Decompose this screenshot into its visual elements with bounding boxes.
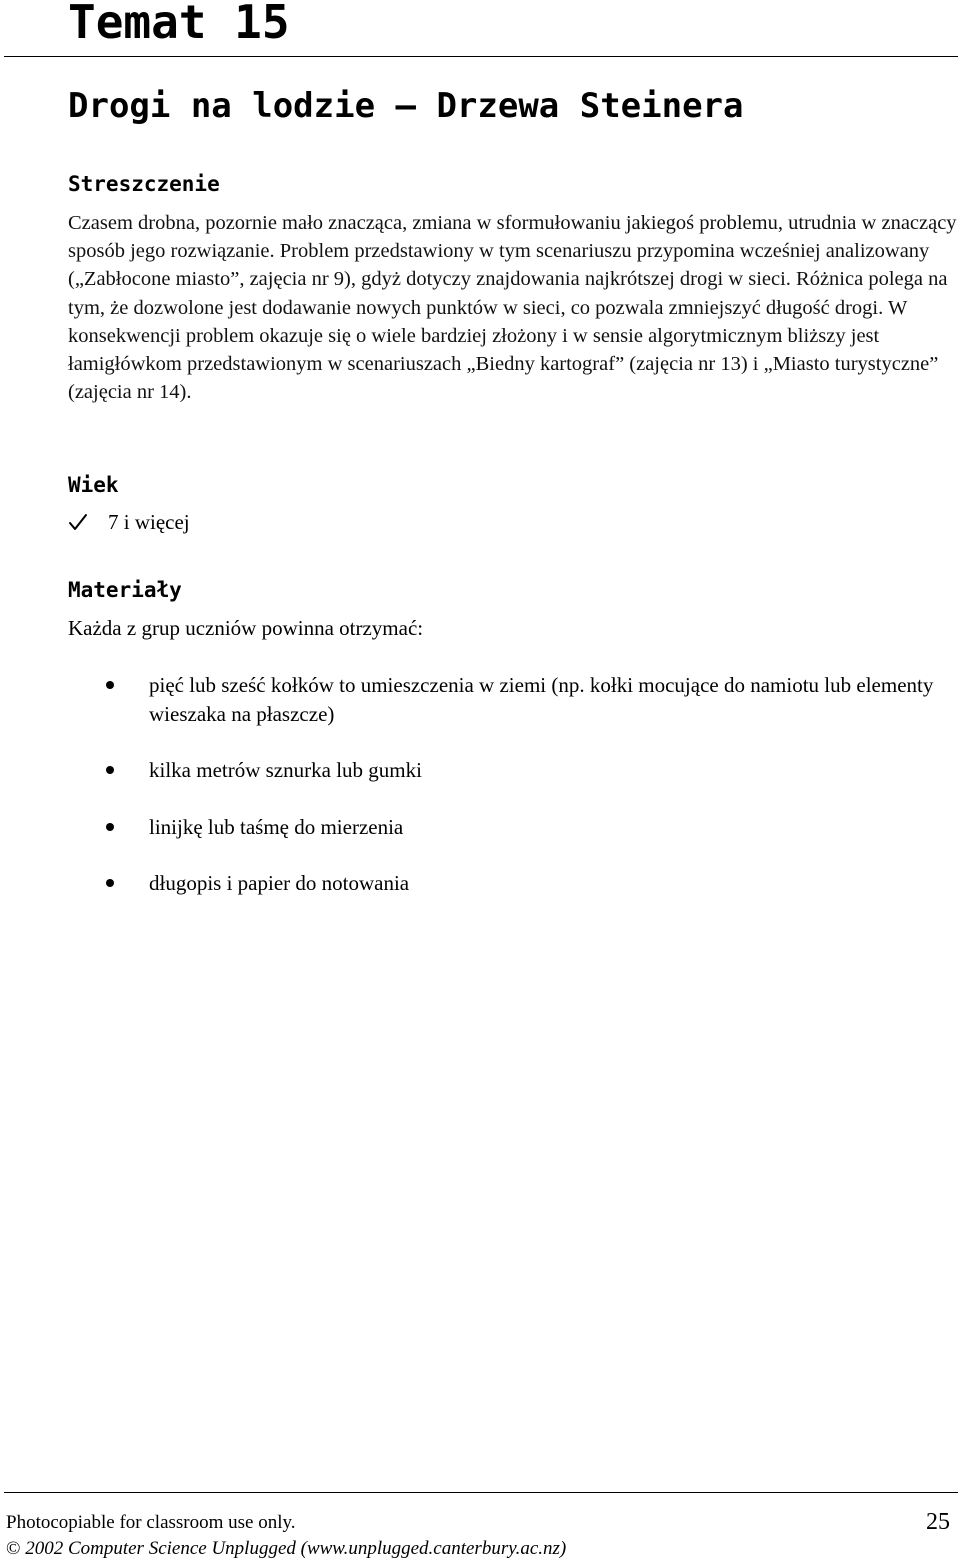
footer-divider	[4, 1492, 958, 1493]
list-item-text: kilka metrów sznurka lub gumki	[149, 758, 422, 782]
bullet-icon	[106, 766, 114, 774]
materials-list	[106, 671, 946, 926]
materials-heading: Materiały	[68, 578, 182, 602]
list-item-text: linijkę lub taśmę do mierzenia	[149, 814, 404, 839]
bullet-icon	[106, 823, 114, 831]
list-item	[106, 756, 946, 785]
summary-heading: Streszczenie	[68, 172, 220, 196]
list-item	[106, 813, 946, 842]
materials-intro: Każda z grup uczniów powinna otrzymać:	[68, 616, 424, 640]
check-icon	[68, 512, 88, 532]
copyright-line	[6, 1537, 566, 1561]
list-item	[106, 869, 946, 898]
footer-note: Photocopiable for classroom use only.	[6, 1512, 296, 1533]
list-item-text: pięć lub sześć kołków to umieszczenia w ziemi (np. kołki mocujące do namiotu lub elementy wieszaka na płaszcze)	[149, 673, 934, 726]
copyright-icon: ©	[6, 1538, 21, 1559]
summary-paragraph: Czasem drobna, pozornie mało znacząca, zmiana w sformułowaniu jakiegoś problemu, utrudnia w znaczący sposób jego rozwiązanie. Problem przedstawiony w tym scenariuszu przypomina wcześniej analizowany („Zabłocone miasto”, zajęcia nr 9), gdyż dotyczy znajdowania najkrótszej drogi w sieci. Różnica polega na tym, że dozwolone jest dodawanie nowych punktów w sieci, co pozwala zmniejszyć długość drogi. W konsekwencji problem okazuje się o wiele bardziej złożony i w sensie algorytmicznym bliższy jest łamigłówkom przedstawionym w scenariuszach „Biedny kartograf” (zajęcia nr 13) i „Miasto turystyczne” (zajęcia nr 14).	[68, 212, 957, 404]
bullet-icon	[106, 681, 114, 689]
age-item	[68, 508, 190, 536]
copyright-text: 2002 Computer Science Unplugged (www.unplugged.canterbury.ac.nz)	[25, 1538, 567, 1559]
age-heading: Wiek	[68, 473, 119, 497]
list-item-text: długopis i papier do notowania	[149, 871, 410, 895]
page-number: 25	[926, 1509, 950, 1535]
age-value: 7 i więcej	[108, 510, 190, 534]
lesson-subtitle: Drogi na lodzie — Drzewa Steinera	[68, 86, 744, 126]
chapter-title: Temat 15	[68, 0, 290, 49]
bullet-icon	[106, 879, 114, 887]
title-divider	[4, 56, 958, 57]
list-item	[106, 671, 946, 728]
